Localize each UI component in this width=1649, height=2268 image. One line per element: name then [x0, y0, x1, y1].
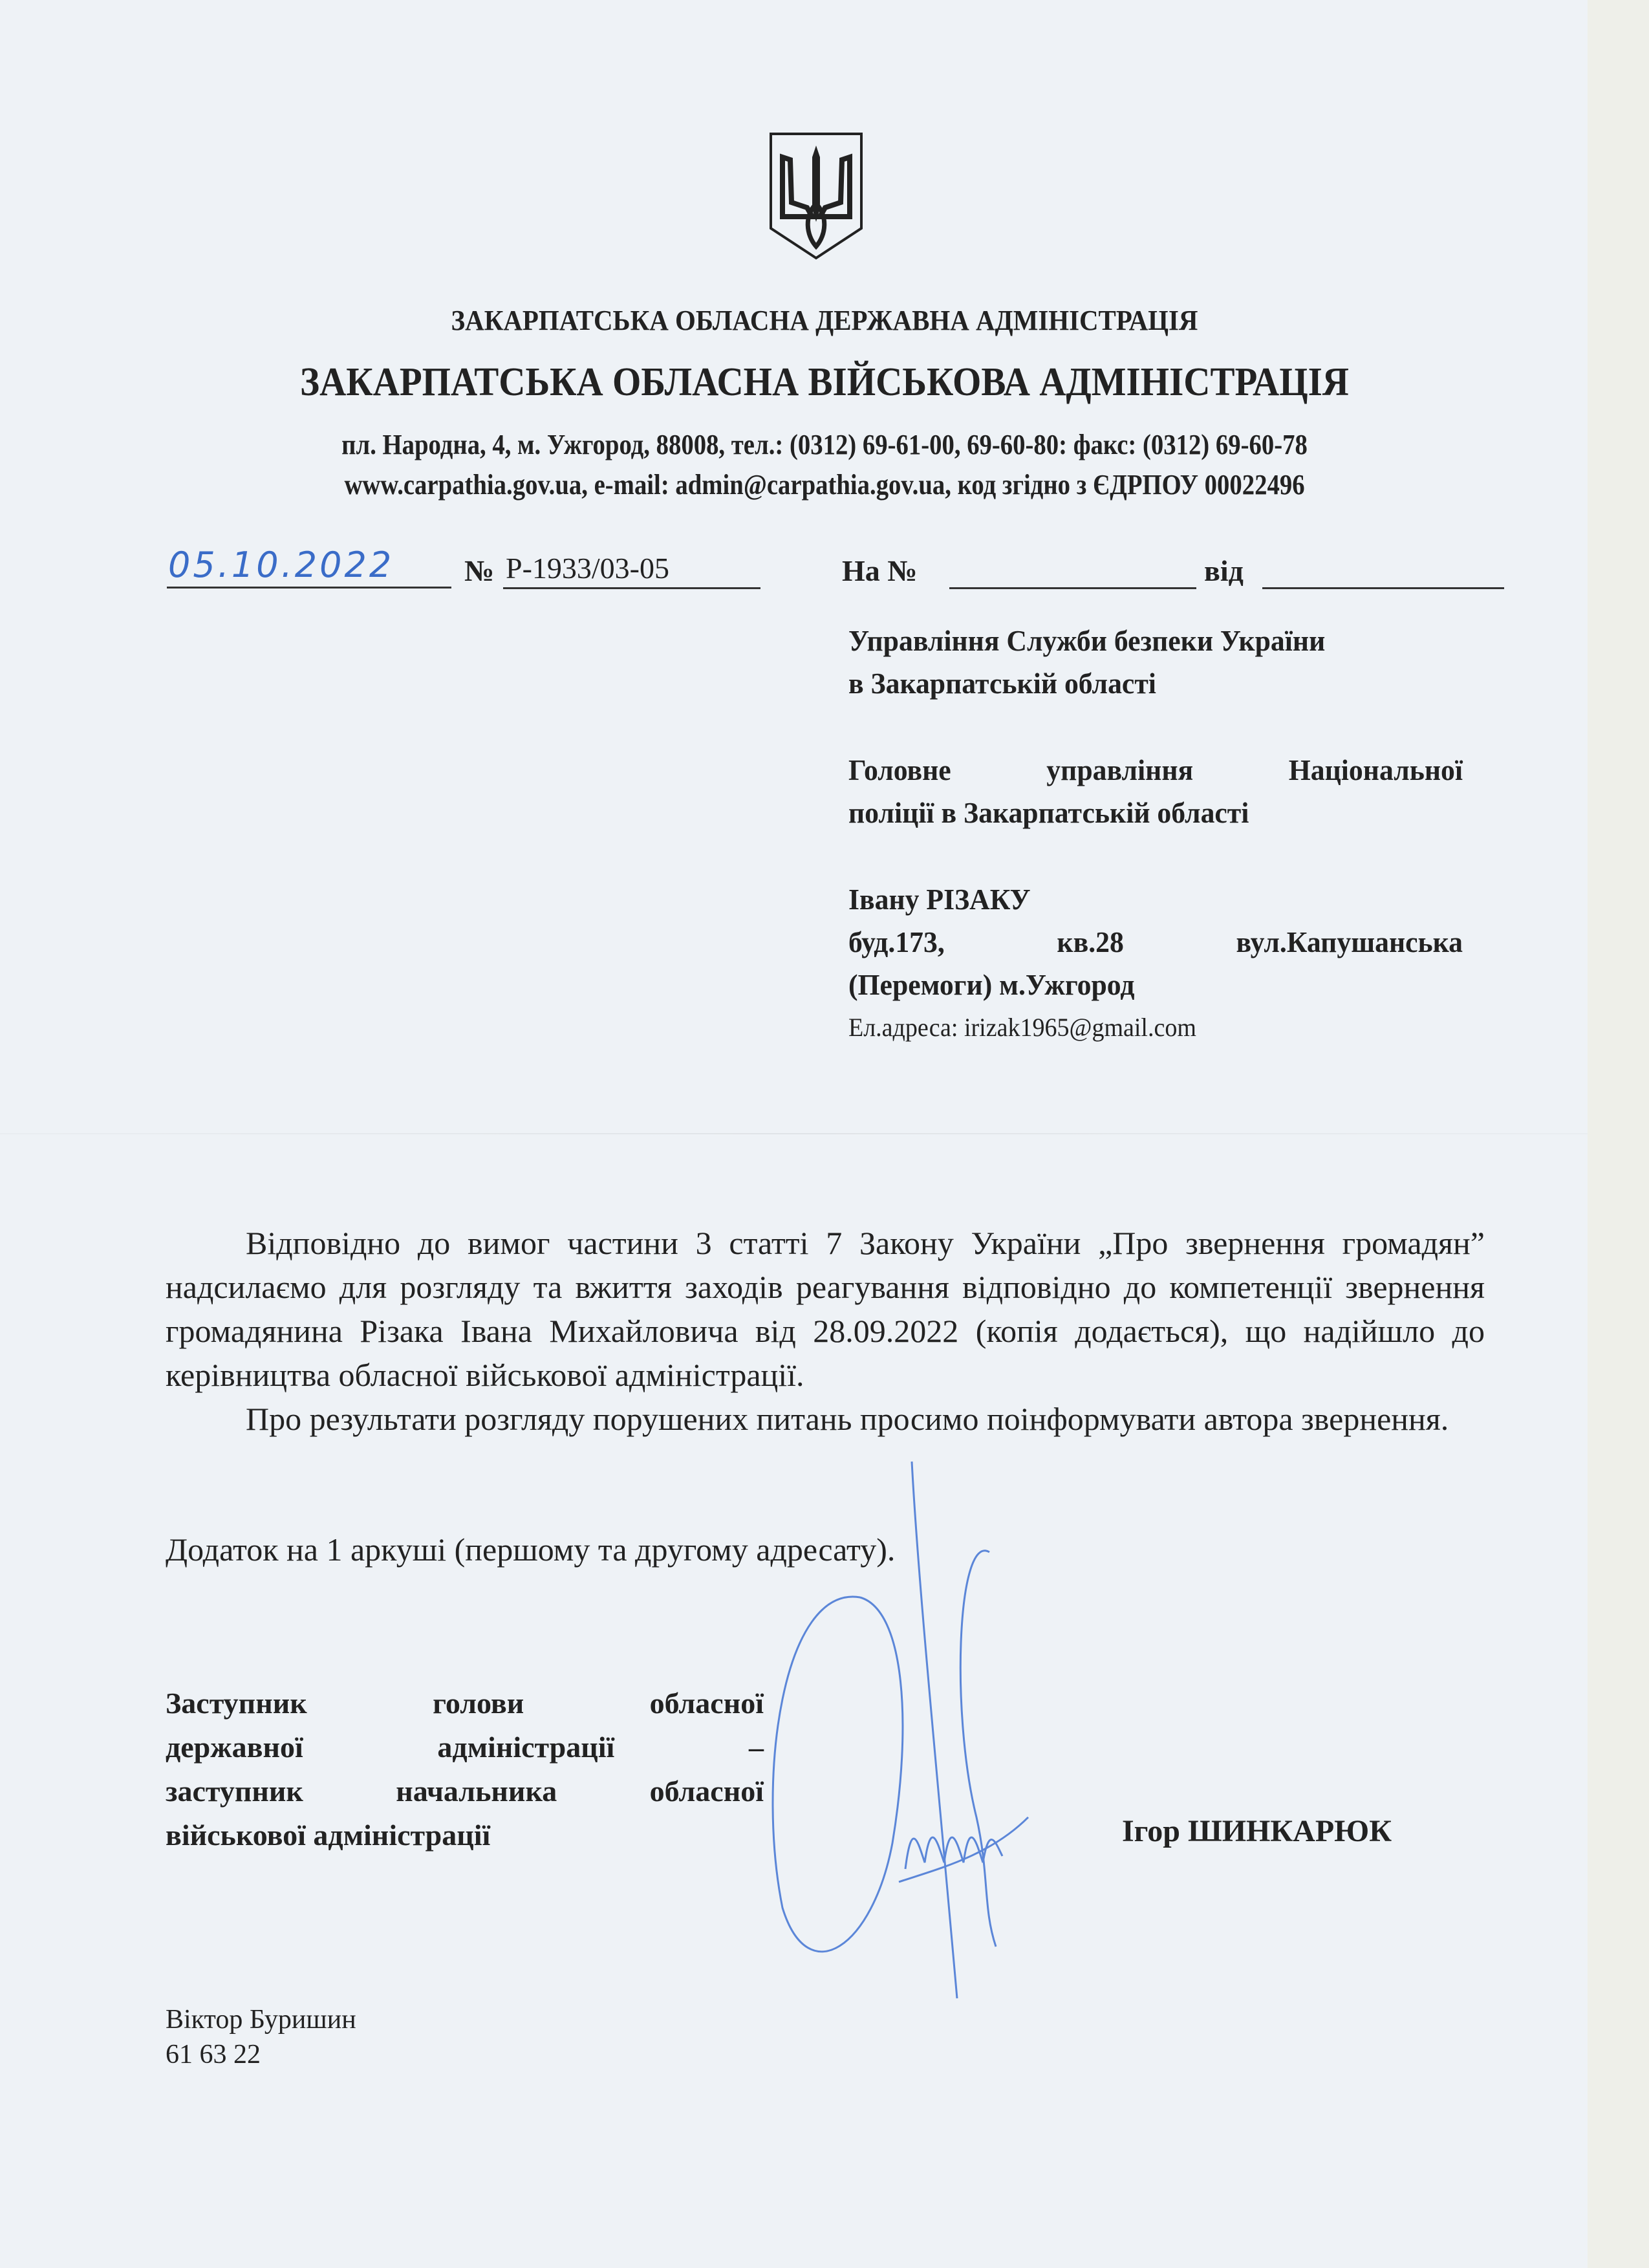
signatory-title-line: Заступник голови обласної: [166, 1687, 764, 1720]
signatory-title: [166, 1681, 764, 1857]
signatory-title-line: заступник начальника обласної: [166, 1775, 764, 1808]
recipient-line: Івану РІЗАКУ: [848, 883, 1031, 916]
body-paragraph-1: Відповідно до вимог частини 3 статті 7 Закону України „Про звернення громадян” надсилаємо для розгляду та вжиття заходів реагування відповідно до компетенції звернення громадянина Різака Івана Михайловича від 28.09.2022 (копія додається), що надійшло до керівництва обласної військової адміністрації.: [166, 1225, 1485, 1393]
recipient-sbu: [848, 620, 1463, 705]
trident-coat-of-arms-icon: [768, 131, 864, 261]
handwritten-signature: [744, 1455, 1132, 2005]
org-military-administration: ЗАКАРПАТСЬКА ОБЛАСНА ВІЙСЬКОВА АДМІНІСТРАЦІЯ: [299, 360, 1350, 404]
reply-to-label: На №: [842, 554, 918, 587]
handwritten-date: 05.10.2022: [168, 545, 394, 585]
attachment-note: Додаток на 1 аркуші (першому та другому адресату).: [166, 1531, 896, 1568]
recipient-line: Головне управління Національної: [848, 753, 1463, 786]
org-state-administration: ЗАКАРПАТСЬКА ОБЛАСНА ДЕРЖАВНА АДМІНІСТРАЦІЯ: [451, 305, 1198, 336]
from-date-field: [1262, 587, 1504, 589]
signatory-title-line: військової адміністрації: [166, 1819, 491, 1852]
number-underline: [503, 587, 760, 589]
reply-to-number-field: [949, 587, 1196, 589]
recipient-citizen: [848, 878, 1463, 1049]
recipient-line: буд.173, кв.28 вул.Капушанська: [848, 925, 1463, 958]
executor-info: [166, 2002, 356, 2072]
executor-phone: 61 63 22: [166, 2040, 261, 2069]
executor-name: Віктор Буришин: [166, 2005, 356, 2035]
from-label: від: [1204, 554, 1244, 587]
org-address: пл. Народна, 4, м. Ужгород, 88008, тел.: (0312) 69-61-00, 69-60-80: факс: (0312) 69-60-78: [341, 429, 1308, 460]
signatory-title-line: державної адміністрації –: [166, 1731, 764, 1764]
signatory-name: Ігор ШИНКАРЮК: [1122, 1814, 1392, 1848]
recipient-line: (Перемоги) м.Ужгород: [848, 968, 1135, 1001]
recipient-email: Ел.адреса: irizak1965@gmail.com: [848, 1013, 1196, 1042]
date-underline: [167, 587, 451, 589]
recipient-police: [848, 749, 1463, 834]
org-web-contacts: www.carpathia.gov.ua, e-mail: admin@carpathia.gov.ua, код згідно з ЄДРПОУ 00022496: [344, 469, 1305, 501]
number-label: №: [464, 554, 495, 587]
recipient-line: в Закарпатській області: [848, 667, 1156, 700]
registration-number: Р-1933/03-05: [506, 552, 669, 585]
scan-edge: [1588, 0, 1649, 2268]
recipient-line: поліції в Закарпатській області: [848, 796, 1249, 829]
paper-fold-line: [0, 1133, 1588, 1134]
body-paragraph-2: Про результати розгляду порушених питань просимо поінформувати автора звернення.: [246, 1401, 1449, 1437]
recipient-line: Управління Служби безпеки України: [848, 624, 1326, 657]
